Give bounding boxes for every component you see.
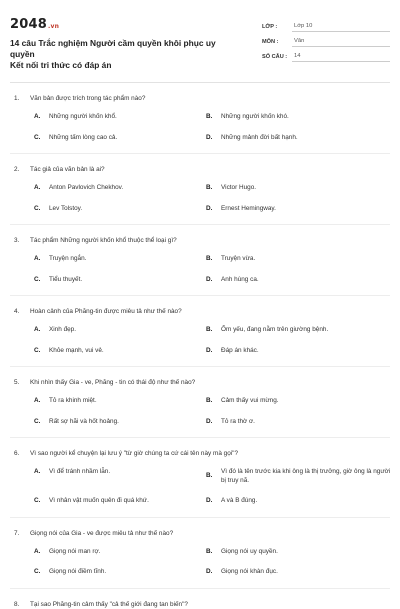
option-text: Cảm thấy vui mừng. xyxy=(221,397,279,404)
option-letter: C. xyxy=(34,204,41,212)
answer-option-c[interactable] xyxy=(34,205,206,214)
meta-value-class: Lớp 10 xyxy=(292,23,390,32)
option-text: Lev Tolstoy. xyxy=(49,204,83,212)
question-number: 1. xyxy=(14,95,20,102)
meta-row-count xyxy=(262,47,390,62)
option-letter: C. xyxy=(34,275,41,283)
question-item xyxy=(10,367,390,438)
answer-option-b[interactable] xyxy=(206,548,394,557)
option-letter: C. xyxy=(34,346,41,354)
option-text: Giọng nói điềm tĩnh. xyxy=(49,568,107,575)
meta-row-subject xyxy=(262,32,390,47)
option-text: Truyện ngắn. xyxy=(49,255,87,262)
worksheet-header xyxy=(10,18,390,70)
answer-option-d[interactable] xyxy=(206,568,394,577)
answer-option-a[interactable] xyxy=(34,184,206,193)
answer-option-b[interactable] xyxy=(206,397,394,406)
question-item xyxy=(10,518,390,589)
option-letter: A. xyxy=(34,468,41,475)
question-text: Khi nhìn thấy Gia - ve, Phăng - tin có thái độ như thế nào? xyxy=(30,379,196,386)
logo-text: 2048 xyxy=(10,17,47,32)
question-text: Giọng nói của Gia - ve được miêu tả như thế nào? xyxy=(30,529,174,537)
option-letter: D. xyxy=(206,204,213,212)
question-prompt xyxy=(10,154,390,174)
document-title-line-2: Kết nối tri thức có đáp án xyxy=(10,60,112,70)
meta-value-subject: Văn xyxy=(292,38,390,47)
option-letter: D. xyxy=(206,346,213,354)
header-left xyxy=(10,18,238,71)
question-number: 2. xyxy=(14,166,20,173)
option-letter: A. xyxy=(34,113,41,120)
option-text: Anton Pavlovich Chekhov. xyxy=(49,184,124,191)
answer-option-b[interactable] xyxy=(206,468,394,485)
option-letter: C. xyxy=(34,568,41,575)
answer-option-d[interactable] xyxy=(206,418,394,427)
option-letter: D. xyxy=(206,275,213,283)
option-letter: A. xyxy=(34,184,41,191)
option-letter: D. xyxy=(206,417,213,425)
document-title-line-1: 14 câu Trắc nghiệm Người cầm quyền khôi phục uy quyền xyxy=(10,38,216,59)
answer-option-c[interactable] xyxy=(34,418,206,427)
answer-option-d[interactable] xyxy=(206,276,394,285)
option-text: Vì để tránh nhầm lẫn. xyxy=(49,468,111,475)
question-prompt xyxy=(10,225,390,245)
answer-options xyxy=(10,184,390,213)
option-text: Rất sợ hãi và hốt hoảng. xyxy=(49,417,119,425)
option-letter: D. xyxy=(206,568,213,575)
document-title xyxy=(10,38,238,71)
answer-option-d[interactable] xyxy=(206,497,394,506)
option-text: Những mảnh đời bất hạnh. xyxy=(221,133,298,141)
option-text: Tỏ ra khinh miệt. xyxy=(49,397,97,404)
option-text: Tỏ ra thờ ơ. xyxy=(221,417,255,425)
option-letter: B. xyxy=(206,547,213,555)
question-item xyxy=(10,154,390,225)
meta-row-class xyxy=(262,17,390,32)
meta-label-count: SỐ CÂU : xyxy=(262,54,288,60)
question-prompt xyxy=(10,589,390,609)
option-letter: C. xyxy=(34,417,41,425)
answer-option-b[interactable] xyxy=(206,255,394,264)
question-number: 3. xyxy=(14,237,20,244)
option-text: Tiểu thuyết. xyxy=(49,275,83,283)
answer-options xyxy=(10,548,390,577)
answer-options xyxy=(10,397,390,426)
logo-suffix: .vn xyxy=(47,23,60,30)
question-item xyxy=(10,296,390,367)
option-letter: B. xyxy=(206,113,213,120)
question-number: 7. xyxy=(14,529,20,537)
question-prompt xyxy=(10,83,390,103)
answer-option-a[interactable] xyxy=(34,255,206,264)
answer-option-a[interactable] xyxy=(34,113,206,122)
question-item xyxy=(10,83,390,154)
option-text: Đáp án khác. xyxy=(221,346,259,354)
answer-option-c[interactable] xyxy=(34,568,206,577)
meta-label-subject: MÔN : xyxy=(262,39,279,45)
question-text: Tác phẩm Những người khốn khổ thuộc thể loại gì? xyxy=(30,237,177,244)
option-letter: A. xyxy=(34,397,41,404)
question-prompt xyxy=(10,518,390,538)
question-item xyxy=(10,438,390,518)
question-prompt xyxy=(10,296,390,316)
worksheet-page xyxy=(10,0,390,609)
question-number: 5. xyxy=(14,379,20,386)
option-letter: B. xyxy=(206,472,213,480)
option-text: Khỏe mạnh, vui vẻ. xyxy=(49,346,104,354)
answer-option-a[interactable] xyxy=(34,397,206,406)
question-prompt xyxy=(10,367,390,387)
question-prompt xyxy=(10,438,390,458)
answer-option-c[interactable] xyxy=(34,134,206,143)
question-text: Vì sao người kể chuyện lại lưu ý "từ giờ chúng ta cứ cái tên này mà gọi"? xyxy=(30,450,239,457)
question-number: 8. xyxy=(14,600,20,608)
option-text: Những người khốn khó. xyxy=(221,113,289,120)
question-text: Tác giả của văn bản là ai? xyxy=(30,166,105,173)
option-text: Ernest Hemingway. xyxy=(221,204,276,212)
question-number: 4. xyxy=(14,308,20,315)
question-number: 6. xyxy=(14,450,20,457)
option-text: Giọng nói khàn đục. xyxy=(221,568,278,575)
option-letter: D. xyxy=(206,133,213,141)
option-letter: B. xyxy=(206,255,213,262)
meta-info xyxy=(262,17,390,62)
site-logo[interactable] xyxy=(10,18,238,34)
answer-option-d[interactable] xyxy=(206,347,394,356)
answer-option-d[interactable] xyxy=(206,134,394,143)
option-text: Vì nhân vật muốn quên đi quá khứ. xyxy=(49,497,149,504)
option-letter: B. xyxy=(206,326,213,333)
meta-label-class: LỚP : xyxy=(262,24,278,30)
option-text: Ốm yếu, đang nằm trên giường bệnh. xyxy=(221,326,329,333)
option-text: Giọng nói uy quyền. xyxy=(221,547,278,555)
answer-option-c[interactable] xyxy=(34,497,206,506)
answer-option-a[interactable] xyxy=(34,326,206,335)
option-text: Xinh đẹp. xyxy=(49,326,77,333)
answer-options xyxy=(10,113,390,142)
option-text: Truyện vừa. xyxy=(221,255,256,262)
option-letter: B. xyxy=(206,184,213,191)
option-text: Những tấm lòng cao cả. xyxy=(49,133,118,141)
option-letter: A. xyxy=(34,326,41,333)
question-text: Tại sao Phăng-tin cảm thấy "cả thế giới đang tan biến"? xyxy=(30,600,188,608)
answer-option-a[interactable] xyxy=(34,548,206,557)
answer-option-c[interactable] xyxy=(34,347,206,356)
meta-value-count: 14 xyxy=(292,53,390,62)
option-letter: C. xyxy=(34,497,41,504)
option-text: A và B đúng. xyxy=(221,497,258,504)
answer-option-a[interactable] xyxy=(34,468,206,485)
option-letter: A. xyxy=(34,547,41,555)
question-text: Hoàn cảnh của Phăng-tin được miêu tả như thế nào? xyxy=(30,308,182,315)
option-letter: C. xyxy=(34,133,41,141)
option-letter: A. xyxy=(34,255,41,262)
option-letter: B. xyxy=(206,397,213,404)
question-item xyxy=(10,589,390,609)
question-item xyxy=(10,225,390,296)
question-text: Văn bản được trích trong tác phẩm nào? xyxy=(30,95,146,102)
option-text: Những người khốn khổ. xyxy=(49,113,117,120)
option-text: Giọng nói man rợ. xyxy=(49,547,101,555)
option-text: Anh hùng ca. xyxy=(221,275,259,283)
answer-option-d[interactable] xyxy=(206,205,394,214)
option-text: Victor Hugo. xyxy=(221,184,257,191)
answer-option-b[interactable] xyxy=(206,326,394,335)
answer-option-b[interactable] xyxy=(206,113,394,122)
option-letter: D. xyxy=(206,497,213,504)
answer-option-c[interactable] xyxy=(34,276,206,285)
option-text: Vì đó là tên trước kia khi ông là thị trưởng, giờ ông là người bị truy nã. xyxy=(221,468,391,484)
answer-options xyxy=(10,468,390,506)
answer-option-b[interactable] xyxy=(206,184,394,193)
question-list xyxy=(10,83,390,609)
answer-options xyxy=(10,326,390,355)
answer-options xyxy=(10,255,390,284)
